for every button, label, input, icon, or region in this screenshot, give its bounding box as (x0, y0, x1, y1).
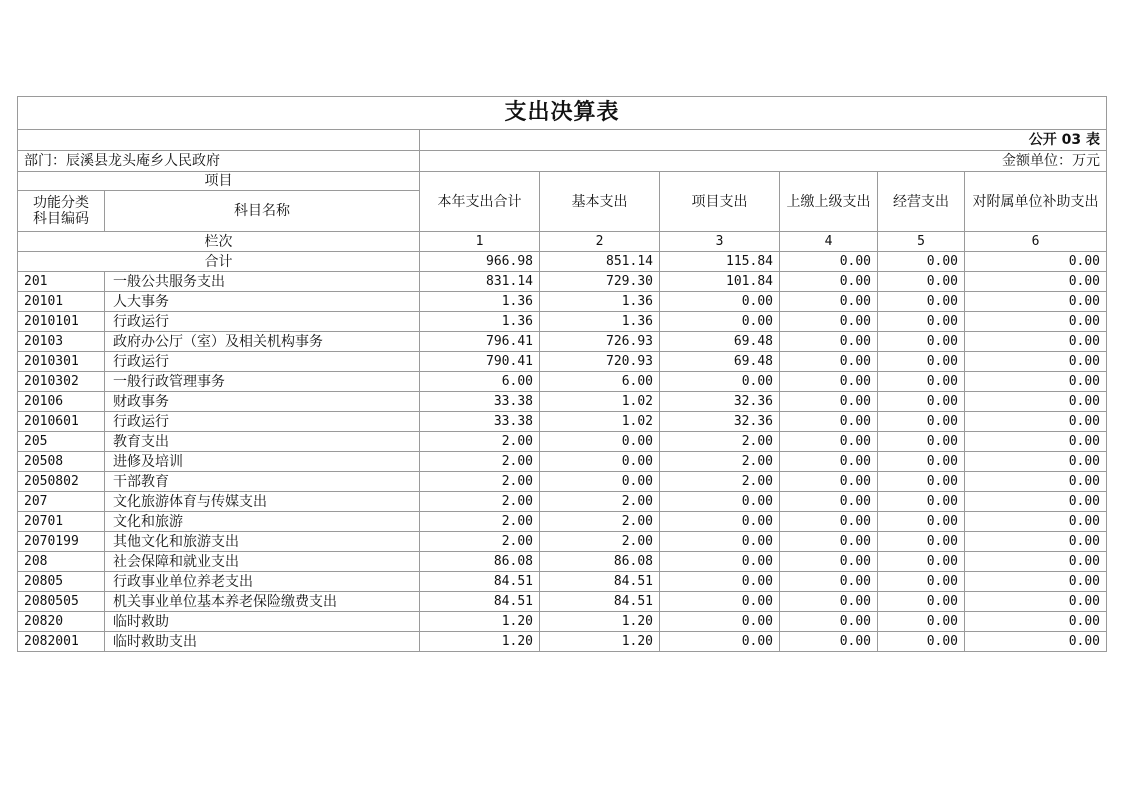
amount-cell: 0.00 (780, 432, 878, 452)
amount-cell: 0.00 (660, 312, 780, 332)
amount-cell: 0.00 (965, 372, 1107, 392)
amount-cell: 0.00 (965, 412, 1107, 432)
amount-cell: 0.00 (878, 372, 965, 392)
amount-cell: 0.00 (780, 572, 878, 592)
amount-cell: 2.00 (540, 492, 660, 512)
amount-cell: 2.00 (660, 432, 780, 452)
table-row (18, 512, 1107, 532)
amount-cell: 0.00 (878, 472, 965, 492)
amount-cell: 32.36 (660, 392, 780, 412)
amount-cell: 0.00 (660, 532, 780, 552)
table-row (18, 432, 1107, 452)
amount-cell: 0.00 (965, 512, 1107, 532)
amount-cell: 796.41 (420, 332, 540, 352)
amount-cell: 0.00 (780, 272, 878, 292)
col-number: 4 (780, 232, 878, 252)
expenditure-statement-sheet (17, 96, 1106, 652)
amount-cell: 0.00 (965, 312, 1107, 332)
amount-cell: 0.00 (660, 492, 780, 512)
subject-code-cell: 2010601 (18, 412, 105, 432)
amount-cell: 6.00 (540, 372, 660, 392)
total-value: 0.00 (780, 252, 878, 272)
subject-name-cell: 干部教育 (105, 472, 420, 492)
col-number: 2 (540, 232, 660, 252)
col-number: 3 (660, 232, 780, 252)
amount-cell: 33.38 (420, 412, 540, 432)
table-title: 支出决算表 (18, 97, 1107, 130)
amount-cell: 0.00 (878, 572, 965, 592)
amount-cell: 0.00 (965, 532, 1107, 552)
subject-code-cell: 20701 (18, 512, 105, 532)
amount-cell: 2.00 (540, 512, 660, 532)
amount-cell: 2.00 (660, 452, 780, 472)
total-value: 0.00 (878, 252, 965, 272)
subject-name-cell: 政府办公厅（室）及相关机构事务 (105, 332, 420, 352)
amount-cell: 0.00 (965, 392, 1107, 412)
subject-name-cell: 机关事业单位基本养老保险缴费支出 (105, 592, 420, 612)
amount-cell: 0.00 (878, 592, 965, 612)
subject-code-cell: 2050802 (18, 472, 105, 492)
subject-code-cell: 2010301 (18, 352, 105, 372)
subject-name-cell: 一般行政管理事务 (105, 372, 420, 392)
amount-cell: 0.00 (878, 632, 965, 652)
table-row (18, 592, 1107, 612)
amount-cell: 0.00 (965, 352, 1107, 372)
amount-cell: 0.00 (878, 532, 965, 552)
amount-cell: 0.00 (660, 552, 780, 572)
col-number: 1 (420, 232, 540, 252)
col-number: 5 (878, 232, 965, 252)
subject-name-cell: 财政事务 (105, 392, 420, 412)
total-value: 115.84 (660, 252, 780, 272)
amount-cell: 0.00 (780, 472, 878, 492)
subject-name-cell: 行政运行 (105, 312, 420, 332)
amount-cell: 1.20 (420, 612, 540, 632)
subject-name-header: 科目名称 (105, 191, 420, 232)
expenditure-table (17, 96, 1107, 652)
amount-cell: 69.48 (660, 352, 780, 372)
amount-cell: 2.00 (420, 472, 540, 492)
amount-cell: 84.51 (420, 572, 540, 592)
subject-code-cell: 208 (18, 552, 105, 572)
table-row (18, 412, 1107, 432)
table-row (18, 532, 1107, 552)
amount-cell: 0.00 (660, 572, 780, 592)
amount-cell: 0.00 (780, 332, 878, 352)
amount-cell: 1.36 (420, 312, 540, 332)
amount-cell: 720.93 (540, 352, 660, 372)
amount-cell: 0.00 (878, 412, 965, 432)
amount-cell: 2.00 (420, 452, 540, 472)
amount-cell: 0.00 (660, 372, 780, 392)
subject-name-cell: 一般公共服务支出 (105, 272, 420, 292)
subject-code-cell: 20508 (18, 452, 105, 472)
amount-cell: 0.00 (878, 332, 965, 352)
amount-cell: 84.51 (540, 572, 660, 592)
table-row (18, 372, 1107, 392)
amount-cell: 1.20 (420, 632, 540, 652)
amount-cell: 0.00 (965, 292, 1107, 312)
amount-cell: 0.00 (878, 612, 965, 632)
subject-name-cell: 人大事务 (105, 292, 420, 312)
table-row (18, 572, 1107, 592)
department-label: 部门：辰溪县龙头庵乡人民政府 (18, 151, 420, 172)
subject-code-cell: 205 (18, 432, 105, 452)
amount-cell: 0.00 (660, 612, 780, 632)
amount-cell: 2.00 (420, 532, 540, 552)
amount-cell: 0.00 (878, 312, 965, 332)
col-index-label: 栏次 (18, 232, 420, 252)
amount-cell: 0.00 (780, 352, 878, 372)
subject-code-cell: 20103 (18, 332, 105, 352)
amount-cell: 33.38 (420, 392, 540, 412)
amount-cell: 86.08 (540, 552, 660, 572)
amount-cell: 2.00 (660, 472, 780, 492)
form-number: 公开 03 表 (420, 130, 1107, 151)
amount-cell: 0.00 (878, 512, 965, 532)
col-header-total: 本年支出合计 (420, 172, 540, 232)
subject-code-cell: 201 (18, 272, 105, 292)
table-row (18, 472, 1107, 492)
amount-cell: 0.00 (878, 292, 965, 312)
amount-cell: 729.30 (540, 272, 660, 292)
amount-cell: 86.08 (420, 552, 540, 572)
amount-cell: 0.00 (878, 432, 965, 452)
func-code-header: 功能分类 科目编码 (18, 191, 105, 232)
col-header-remit-superior: 上缴上级支出 (780, 172, 878, 232)
total-value: 0.00 (965, 252, 1107, 272)
col-header-project: 项目支出 (660, 172, 780, 232)
col-number: 6 (965, 232, 1107, 252)
amount-cell: 69.48 (660, 332, 780, 352)
table-row (18, 632, 1107, 652)
item-header: 项目 (18, 172, 420, 191)
amount-unit-label: 金额单位：万元 (420, 151, 1107, 172)
amount-cell: 0.00 (965, 432, 1107, 452)
table-row (18, 332, 1107, 352)
subject-code-cell: 20805 (18, 572, 105, 592)
amount-cell: 0.00 (878, 272, 965, 292)
amount-cell: 0.00 (965, 332, 1107, 352)
table-row (18, 392, 1107, 412)
amount-cell: 790.41 (420, 352, 540, 372)
amount-cell: 0.00 (540, 472, 660, 492)
subject-code-cell: 2010101 (18, 312, 105, 332)
total-value: 851.14 (540, 252, 660, 272)
table-row (18, 452, 1107, 472)
subject-name-cell: 其他文化和旅游支出 (105, 532, 420, 552)
amount-cell: 1.36 (420, 292, 540, 312)
subject-name-cell: 教育支出 (105, 432, 420, 452)
table-row (18, 352, 1107, 372)
subject-name-cell: 行政运行 (105, 412, 420, 432)
total-value: 966.98 (420, 252, 540, 272)
table-row (18, 312, 1107, 332)
amount-cell: 0.00 (780, 552, 878, 572)
amount-cell: 0.00 (540, 432, 660, 452)
table-row (18, 492, 1107, 512)
subject-code-cell: 2082001 (18, 632, 105, 652)
amount-cell: 0.00 (878, 452, 965, 472)
amount-cell: 0.00 (780, 312, 878, 332)
amount-cell: 0.00 (965, 492, 1107, 512)
amount-cell: 0.00 (780, 512, 878, 532)
subject-name-cell: 临时救助支出 (105, 632, 420, 652)
amount-cell: 0.00 (965, 632, 1107, 652)
col-header-business: 经营支出 (878, 172, 965, 232)
amount-cell: 2.00 (420, 432, 540, 452)
amount-cell: 0.00 (660, 592, 780, 612)
amount-cell: 101.84 (660, 272, 780, 292)
amount-cell: 2.00 (420, 492, 540, 512)
amount-cell: 0.00 (780, 492, 878, 512)
amount-cell: 0.00 (965, 272, 1107, 292)
amount-cell: 32.36 (660, 412, 780, 432)
amount-cell: 1.20 (540, 632, 660, 652)
amount-cell: 0.00 (965, 612, 1107, 632)
amount-cell: 0.00 (780, 452, 878, 472)
subject-name-cell: 行政运行 (105, 352, 420, 372)
subject-code-cell: 2080505 (18, 592, 105, 612)
amount-cell: 0.00 (540, 452, 660, 472)
amount-cell: 0.00 (780, 412, 878, 432)
total-label: 合计 (18, 252, 420, 272)
amount-cell: 0.00 (780, 392, 878, 412)
amount-cell: 0.00 (660, 632, 780, 652)
subject-code-cell: 20101 (18, 292, 105, 312)
blank-meta-cell (18, 130, 420, 151)
subject-name-cell: 进修及培训 (105, 452, 420, 472)
amount-cell: 0.00 (780, 592, 878, 612)
amount-cell: 831.14 (420, 272, 540, 292)
table-row (18, 612, 1107, 632)
amount-cell: 6.00 (420, 372, 540, 392)
amount-cell: 1.36 (540, 312, 660, 332)
amount-cell: 0.00 (965, 452, 1107, 472)
amount-cell: 0.00 (965, 552, 1107, 572)
amount-cell: 0.00 (660, 512, 780, 532)
amount-cell: 0.00 (780, 292, 878, 312)
amount-cell: 0.00 (780, 632, 878, 652)
amount-cell: 2.00 (420, 512, 540, 532)
amount-cell: 0.00 (780, 532, 878, 552)
amount-cell: 726.93 (540, 332, 660, 352)
amount-cell: 0.00 (965, 572, 1107, 592)
table-row (18, 272, 1107, 292)
subject-code-cell: 20820 (18, 612, 105, 632)
table-row (18, 292, 1107, 312)
amount-cell: 1.02 (540, 412, 660, 432)
amount-cell: 0.00 (878, 392, 965, 412)
col-header-subsidy-affiliates: 对附属单位补助支出 (965, 172, 1107, 232)
subject-code-cell: 2070199 (18, 532, 105, 552)
amount-cell: 1.20 (540, 612, 660, 632)
amount-cell: 0.00 (878, 492, 965, 512)
subject-name-cell: 文化旅游体育与传媒支出 (105, 492, 420, 512)
subject-name-cell: 文化和旅游 (105, 512, 420, 532)
amount-cell: 0.00 (878, 552, 965, 572)
amount-cell: 0.00 (780, 372, 878, 392)
amount-cell: 0.00 (965, 592, 1107, 612)
subject-code-cell: 2010302 (18, 372, 105, 392)
subject-name-cell: 行政事业单位养老支出 (105, 572, 420, 592)
subject-code-cell: 207 (18, 492, 105, 512)
subject-name-cell: 临时救助 (105, 612, 420, 632)
amount-cell: 1.36 (540, 292, 660, 312)
amount-cell: 0.00 (965, 472, 1107, 492)
amount-cell: 84.51 (420, 592, 540, 612)
amount-cell: 84.51 (540, 592, 660, 612)
subject-code-cell: 20106 (18, 392, 105, 412)
amount-cell: 1.02 (540, 392, 660, 412)
amount-cell: 0.00 (878, 352, 965, 372)
col-header-basic: 基本支出 (540, 172, 660, 232)
subject-name-cell: 社会保障和就业支出 (105, 552, 420, 572)
amount-cell: 0.00 (660, 292, 780, 312)
table-row (18, 552, 1107, 572)
amount-cell: 0.00 (780, 612, 878, 632)
amount-cell: 2.00 (540, 532, 660, 552)
